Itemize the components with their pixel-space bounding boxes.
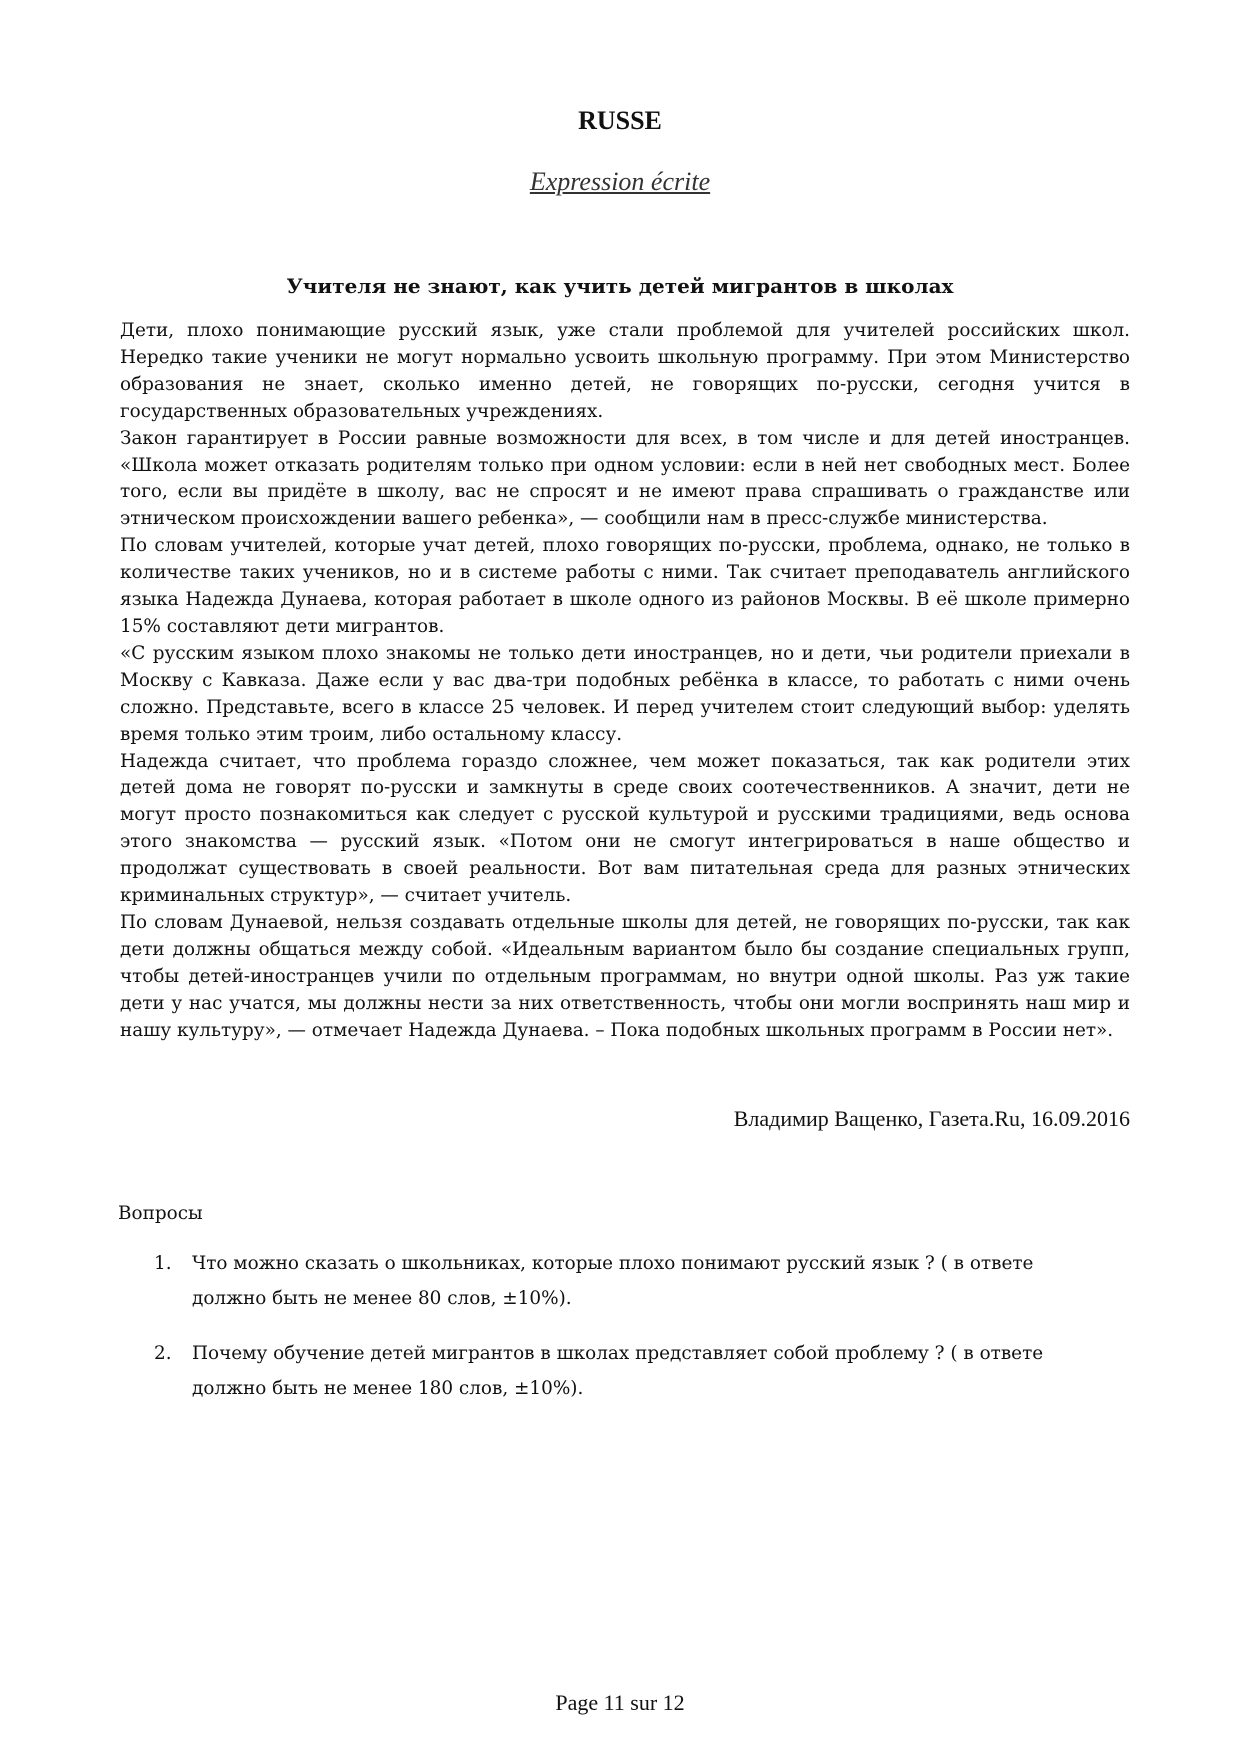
article-paragraph: Надежда считает, что проблема гораздо сложнее, чем может показаться, так как родители этих детей дома не говорят по-русски и замкнуты в среде своих соотечественников. А значит, дети не могут просто познакомиться как следует с русской культурой и русскими традициями, ведь основа этого знакомства — русский язык. «Потом они не смогут интегрироваться в наше общество и продолжат существовать в своей реальности. Вот вам питательная среда для разных этнических криминальных структур», — считает учитель.	[120, 750, 1130, 907]
article-paragraph: «С русским языком плохо знакомы не только дети иностранцев, но и дети, чьи родители приехали в Москву с Кавказа. Даже если у вас два-три подобных ребёнка в классе, то работать с ними очень сложно. Представьте, всего в классе 25 человек. И перед учителем стоит следующий выбор: уделять время только этим троим, либо остальному классу.	[120, 642, 1130, 745]
question-text: Что можно сказать о школьниках, которые плохо понимают русский язык ? ( в ответе должно быть не менее 80 слов, ±10%).	[192, 1253, 1034, 1309]
question-text: Почему обучение детей мигрантов в школах представляет собой проблему ? ( в ответе должно быть не менее 180 слов, ±10%).	[192, 1343, 1044, 1399]
page-number: Page 11 sur 12	[555, 1690, 685, 1715]
question-item	[154, 1246, 1094, 1316]
section-heading: Expression écrite	[529, 167, 711, 196]
article-paragraph: Закон гарантирует в России равные возможности для всех, в том числе и для детей иностранцев. «Школа может отказать родителям только при одном условии: если в ней нет свободных мест. Более того, если вы придёте в школу, вас не спросят и не имеют права спрашивать о гражданстве или этническом происхождении вашего ребенка», — сообщили нам в пресс-службе министерства.	[120, 427, 1130, 530]
subject-heading: RUSSE	[578, 106, 662, 135]
question-item	[154, 1336, 1094, 1406]
question-number: 2.	[154, 1343, 172, 1364]
article-paragraph: По словам учителей, которые учат детей, плохо говорящих по-русски, проблема, однако, не только в количестве таких учеников, но и в системе работы с ними. Так считает преподаватель английского языка Надежда Дунаева, которая работает в школе одного из районов Москвы. В её школе примерно 15% составляют дети мигрантов.	[120, 535, 1130, 637]
question-number: 1.	[154, 1253, 172, 1274]
article-paragraph: По словам Дунаевой, нельзя создавать отдельные школы для детей, не говорящих по-русски, так как дети должны общаться между собой. «Идеальным вариантом было бы создание специальных групп, чтобы детей-иностранцев учили по отдельным программам, но внутри одной школы. Раз уж такие дети у нас учатся, мы должны нести за них ответственность, чтобы они могли воспринять наш мир и нашу культуру», — отмечает Надежда Дунаева. – Пока подобных школьных программ в России нет».	[120, 911, 1130, 1041]
questions-label: Вопросы	[118, 1203, 203, 1224]
article-signature: Владимир Ващенко, Газета.Ru, 16.09.2016	[733, 1106, 1130, 1131]
article-body	[120, 318, 1130, 1044]
article-paragraph: Дети, плохо понимающие русский язык, уже стали проблемой для учителей российских школ. Нередко такие ученики не могут нормально усвоить школьную программу. При этом Министерство образования не знает, сколько именно детей, не говорящих по-русски, сегодня учится в государственных образовательных учреждениях.	[120, 320, 1130, 422]
article-title: Учителя не знают, как учить детей мигрантов в школах	[286, 274, 954, 298]
